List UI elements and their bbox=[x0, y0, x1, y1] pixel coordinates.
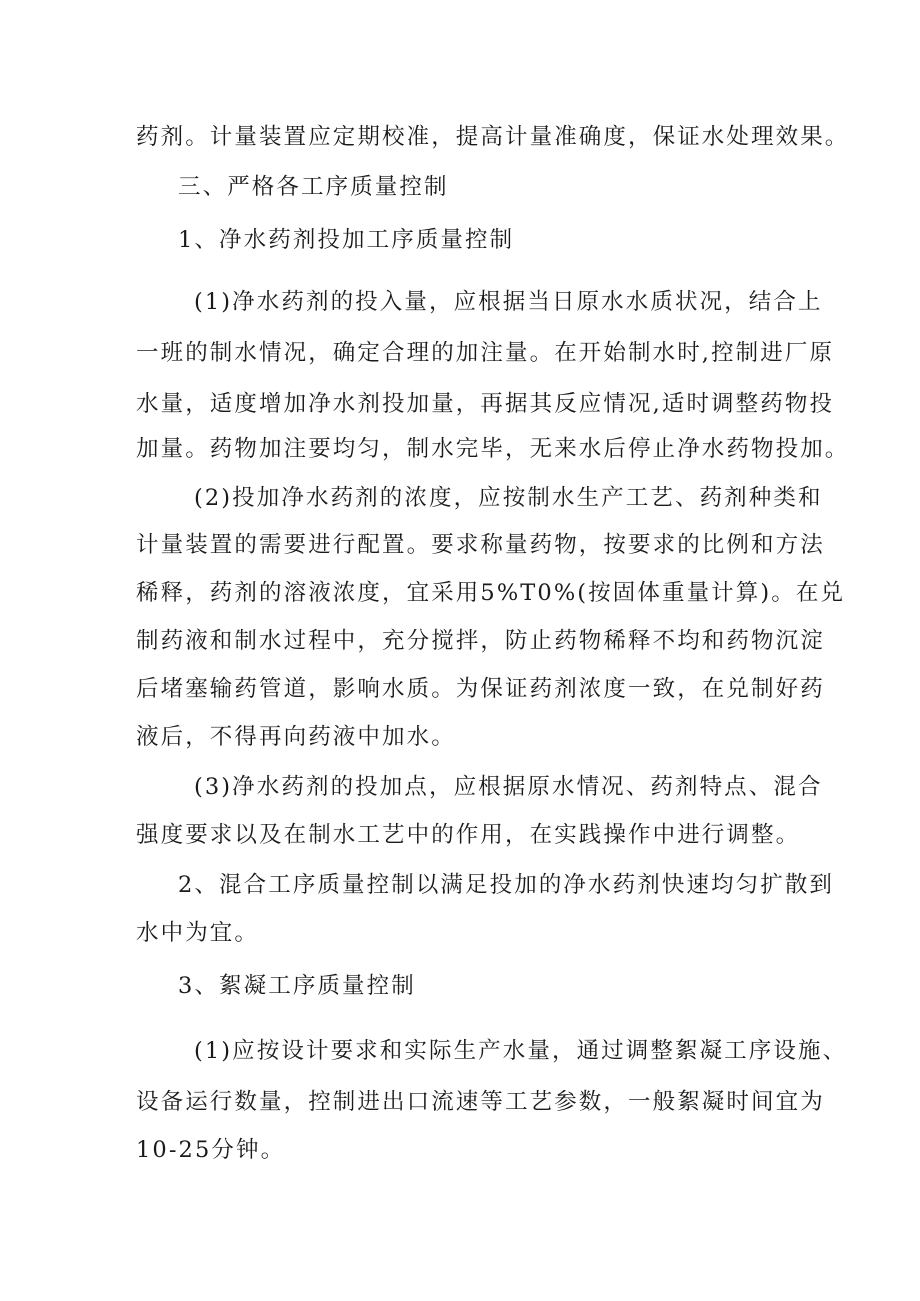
text-line: (2)投加净水药剂的浓度，应按制水生产工艺、药剂种类和 bbox=[194, 485, 823, 511]
text-line: 计量装置的需要进行配置。要求称量药物，按要求的比例和方法 bbox=[136, 532, 825, 558]
section-heading: 三、严格各工序质量控制 bbox=[178, 174, 449, 200]
text-line: (1)应按设计要求和实际生产水量，通过调整絮凝工序设施、 bbox=[194, 1038, 848, 1064]
text-line: 设备运行数量，控制进出口流速等工艺参数，一般絮凝时间宜为 bbox=[136, 1089, 825, 1115]
subsection-heading: 2、混合工序质量控制以满足投加的净水药剂快速均匀扩散到 bbox=[178, 872, 835, 898]
text-line: 液后，不得再向药液中加水。 bbox=[136, 724, 456, 750]
text-line: (3)净水药剂的投加点，应根据原水情况、药剂特点、混合 bbox=[194, 774, 823, 800]
subsection-heading: 3、絮凝工序质量控制 bbox=[178, 973, 416, 999]
text-line: 制药液和制水过程中，充分搅拌，防止药物稀释不均和药物沉淀 bbox=[136, 628, 825, 654]
subsection-heading: 1、净水药剂投加工序质量控制 bbox=[178, 227, 515, 253]
text-line: 10-25分钟。 bbox=[136, 1137, 286, 1163]
text-line: 一班的制水情况，确定合理的加注量。在开始制水时,控制进厂原 bbox=[136, 340, 835, 366]
text-line: 后堵塞输药管道，影响水质。为保证药剂浓度一致，在兑制好药 bbox=[136, 676, 825, 702]
text-line: 强度要求以及在制水工艺中的作用，在实践操作中进行调整。 bbox=[136, 822, 801, 848]
text-line: 稀释，药剂的溶液浓度，宜采用5%T0%(按固体重量计算)。在兑 bbox=[136, 580, 846, 606]
text-line: 水量，适度增加净水剂投加量，再据其反应情况,适时调整药物投 bbox=[136, 391, 835, 417]
text-line: (1)净水药剂的投入量，应根据当日原水水质状况，结合上 bbox=[194, 289, 823, 315]
text-line: 水中为宜。 bbox=[136, 920, 260, 946]
text-line: 药剂。计量装置应定期校准，提高计量准确度，保证水处理效果。 bbox=[136, 124, 850, 150]
text-line: 加量。药物加注要均匀，制水完毕，无来水后停止净水药物投加。 bbox=[136, 436, 850, 462]
